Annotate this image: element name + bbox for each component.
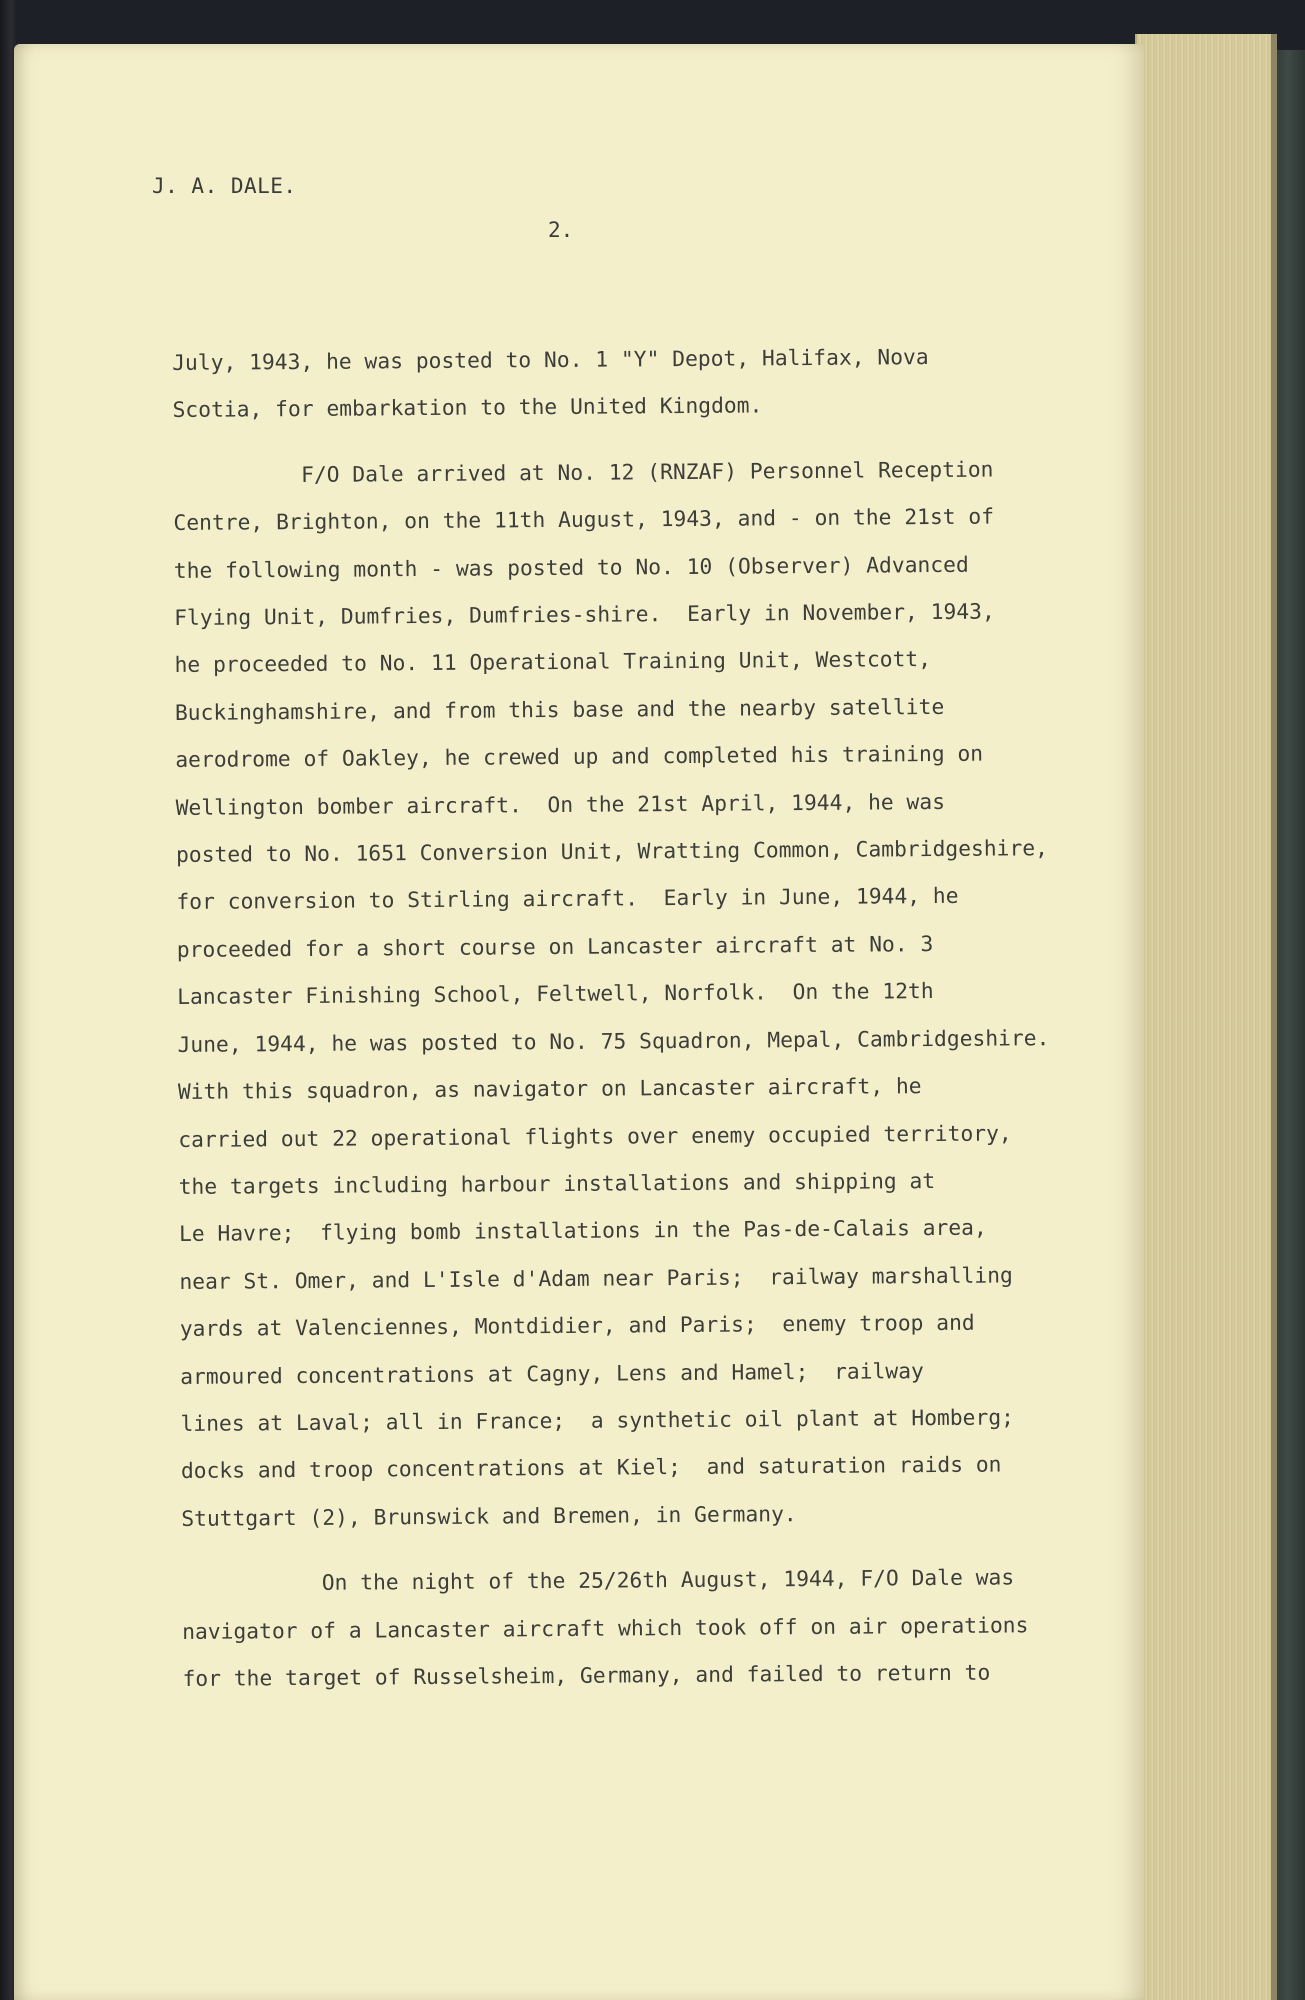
paragraph-3 [182, 1554, 1113, 1704]
text-line: navigator of a Lancaster aircraft which took off on air operations [182, 1612, 1029, 1645]
text-line: armoured concentrations at Cagny, Lens and Hamel; railway [180, 1358, 924, 1390]
text-line: docks and troop concentrations at Kiel; and saturation raids on [180, 1452, 1002, 1485]
text-line: Stuttgart (2), Brunswick and Bremen, in Germany. [181, 1501, 797, 1532]
paragraph-2 [173, 446, 1112, 1544]
text-line: yards at Valenciennes, Montdidier, and Paris; enemy troop and [179, 1310, 975, 1343]
text-line: for conversion to Stirling aircraft. Early in June, 1944, he [176, 884, 959, 916]
text-line: lines at Laval; all in France; a synthetic oil plant at Homberg; [180, 1405, 1015, 1437]
text-line: Le Havre; flying bomb installations in the Pas-de-Calais area, [178, 1215, 987, 1248]
document-body [172, 333, 1113, 1704]
text-line: carried out 22 operational flights over enemy occupied territory, [178, 1120, 1012, 1153]
document-header: J. A. DALE. [152, 174, 297, 198]
text-line: aerodrome of Oakley, he crewed up and completed his training on [175, 741, 984, 774]
text-line: Centre, Brighton, on the 11th August, 1943, and - on the 21st of [173, 504, 995, 537]
text-line: proceeded for a short course on Lancaster aircraft at No. 3 [176, 931, 934, 963]
text-line: F/O Dale arrived at No. 12 (RNZAF) Personnel Reception [300, 457, 994, 488]
page-number: 2. [548, 218, 574, 242]
text-line: he proceeded to No. 11 Operational Training Unit, Westcott, [174, 647, 932, 679]
text-line: Flying Unit, Dumfries, Dumfries-shire. Early in November, 1943, [174, 599, 995, 632]
text-line: the targets including harbour installations and shipping at [178, 1168, 936, 1200]
text-line: With this squadron, as navigator on Lancaster aircraft, he [177, 1074, 922, 1106]
text-line: Buckinghamshire, and from this base and the nearby satellite [174, 694, 945, 726]
text-line: On the night of the 25/26th August, 1944, F/O Dale was [321, 1565, 1015, 1597]
text-line: the following month - was posted to No. 10 (Observer) Advanced [173, 552, 969, 584]
paragraph-1 [172, 333, 1103, 435]
page-edges [1135, 34, 1277, 2000]
text-line: posted to No. 1651 Conversion Unit, Wratting Common, Cambridgeshire, [175, 836, 1049, 869]
text-line: near St. Omer, and L'Isle d'Adam near Paris; railway marshalling [179, 1263, 1013, 1295]
text-line: for the target of Russelsheim, Germany, and failed to return to [182, 1660, 991, 1692]
text-line: June, 1944, he was posted to No. 75 Squadron, Mepal, Cambridgeshire. [177, 1025, 1050, 1058]
text-line: July, 1943, he was posted to No. 1 "Y" Depot, Halifax, Nova [172, 345, 929, 376]
text-line: Lancaster Finishing School, Feltwell, Norfolk. On the 12th [177, 979, 934, 1011]
text-line: Wellington bomber aircraft. On the 21st April, 1944, he was [175, 789, 946, 821]
text-line: Scotia, for embarkation to the United Kingdom. [172, 393, 763, 424]
